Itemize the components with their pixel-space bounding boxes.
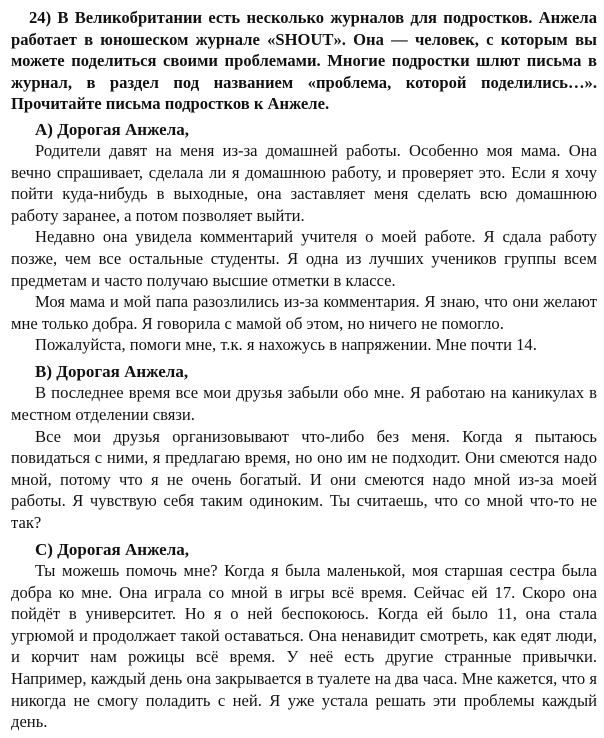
letter-c-heading: С) Дорогая Анжела, (35, 539, 190, 559)
letter-c (11, 539, 597, 733)
letter-c-paragraph-1: Ты можешь помочь мне? Когда я была маленькой, моя старшая сестра была добра ко мне. Она играла со мной в игры всё время. Сейчас ей 17. Скоро она пойдёт в университет. Но я о ней беспокоюсь. Когда ей было 11, она стала угрюмой и продолжает такой оставаться. Она ненавидит смотреть, как едят люди, и корчит нам рожицы всё время. У неё есть другие странные привычки. Например, каждый день она закрывается в туалете на два часа. Мне кажется, что я никогда не смогу поладить с ней. Я уже устала решать эти проблемы каждый день. (11, 561, 597, 732)
letter-b-heading: В) Дорогая Анжела, (35, 361, 189, 381)
letter-a-heading: А) Дорогая Анжела, (35, 119, 190, 139)
textbook-page (11, 7, 597, 738)
letter-a-paragraph-2: Недавно она увидела комментарий учителя о моей работе. Я сдала работу позже, чем все остальные студенты. Я одна из лучших учеников группы всем предметам и часто получаю высшие отметки в классе. (11, 227, 597, 290)
letter-b-paragraph-1: В последнее время все мои друзья забыли обо мне. Я работаю на каникулах в местном отделении связи. (11, 383, 597, 425)
letter-a (11, 119, 597, 356)
letter-a-paragraph-3: Моя мама и мой папа разозлились из-за комментария. Я знаю, что они желают мне только добра. Я говорила с мамой об этом, но ничего не помогло. (11, 292, 597, 333)
letter-a-paragraph-1: Родители давят на меня из-за домашней работы. Особенно моя мама. Она вечно спрашивает, сделала ли я домашнюю работу, и проверяет это. Если я хочу пойти куда-нибудь в выходные, она заставляет меня сделать всю домашнюю работу заранее, а потом позволяет выйти. (11, 141, 597, 225)
task-instructions (11, 7, 597, 115)
letter-a-paragraph-4: Пожалуйста, помоги мне, т.к. я нахожусь в напряжении. Мне почти 14. (35, 335, 537, 355)
task-text: В Великобритании есть несколько журналов для подростков. Анжела работает в юношеском журнале «SHOUT». Она — человек, с которым вы можете поделиться своими проблемами. Многие подростки шлют письма в журнал, в раздел под названием «проблема, которой поделились…». Прочитайте письма подростков к Анжеле. (11, 8, 597, 113)
letter-b-paragraph-2: Все мои друзья организовывают что-либо без меня. Когда я пытаюсь повидаться с ними, я предлагаю время, но оно им не подходит. Они смеются надо мной, потому что я не очень богатый. И они смеются надо мной из-за моей работы. Я чувствую себя таким одиноким. Ты считаешь, что со мной что-то не так? (11, 426, 597, 532)
task-number: 24) (29, 8, 52, 27)
letter-b (11, 361, 597, 534)
